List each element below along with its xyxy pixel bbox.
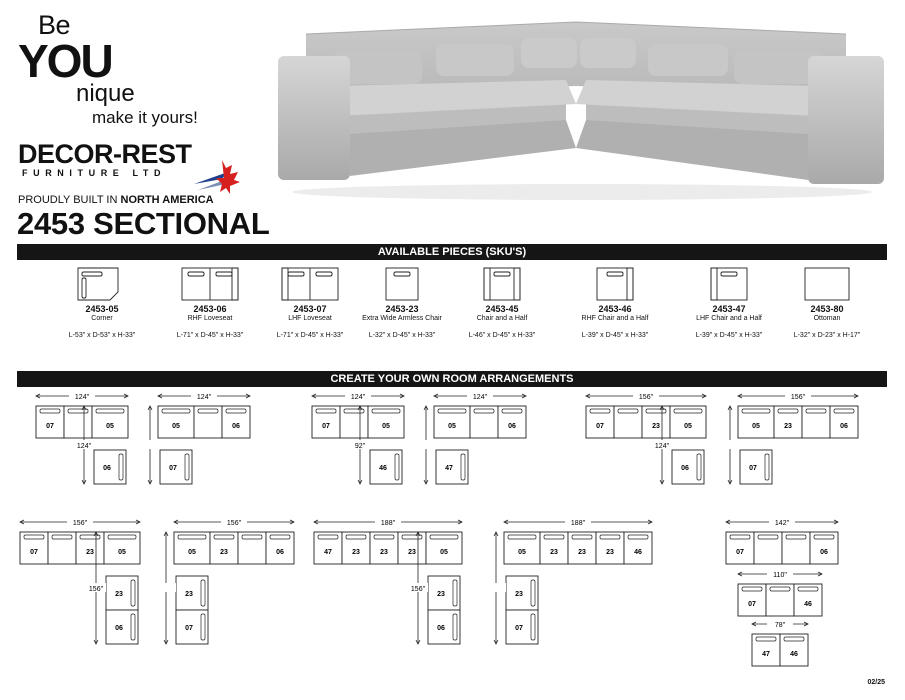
arrangement-4 — [434, 406, 526, 484]
svg-text:23: 23 — [437, 591, 445, 598]
svg-text:156": 156" — [410, 586, 426, 593]
dimension-line — [156, 532, 176, 644]
piece-dims: L-46" x D-45" x H-33" — [468, 332, 536, 339]
svg-text:23: 23 — [606, 549, 614, 556]
svg-text:188": 188" — [570, 520, 586, 527]
dimension-line — [416, 406, 436, 484]
piece-dims: L-53" x D-53" x H-33" — [68, 332, 136, 339]
pieces-header: AVAILABLE PIECES (SKU'S) — [17, 244, 887, 260]
dimension-line — [726, 517, 838, 527]
dimension-line — [174, 517, 294, 527]
svg-text:07: 07 — [185, 625, 193, 632]
svg-text:05: 05 — [172, 423, 180, 430]
arrangements-header: CREATE YOUR OWN ROOM ARRANGEMENTS — [17, 371, 887, 387]
brand-sub: FURNITURE LTD — [22, 168, 167, 178]
svg-text:23: 23 — [115, 591, 123, 598]
svg-text:23: 23 — [652, 423, 660, 430]
dimension-line — [314, 517, 462, 527]
chair-half-rhf-icon — [585, 266, 645, 302]
svg-text:07: 07 — [749, 465, 757, 472]
piece-name: Ottoman — [813, 315, 841, 322]
corner-icon — [72, 266, 132, 302]
arrangement-7 — [20, 532, 140, 644]
svg-text:06: 06 — [820, 549, 828, 556]
svg-text:23: 23 — [352, 549, 360, 556]
svg-text:06: 06 — [115, 625, 123, 632]
piece-sku: 2453-06 — [193, 304, 227, 314]
piece-sku: 2453-46 — [598, 304, 632, 314]
tagline-make: make it yours! — [92, 108, 198, 127]
svg-text:06: 06 — [276, 549, 284, 556]
piece-2453-46 — [565, 266, 665, 339]
svg-text:05: 05 — [382, 423, 390, 430]
arrangement-5 — [586, 406, 706, 484]
svg-text:07: 07 — [748, 601, 756, 608]
piece-sku: 2453-05 — [85, 304, 119, 314]
armless-icon — [372, 266, 432, 302]
piece-name: RHF Loveseat — [187, 315, 233, 322]
svg-text:156": 156" — [72, 520, 88, 527]
svg-text:47: 47 — [762, 651, 770, 658]
dimension-line — [312, 391, 404, 401]
svg-text:46: 46 — [804, 601, 812, 608]
svg-text:07: 07 — [596, 423, 604, 430]
piece-name: Corner — [91, 315, 113, 322]
ottoman-icon — [797, 266, 857, 302]
svg-text:47: 47 — [445, 465, 453, 472]
dimension-line — [20, 517, 140, 527]
svg-text:156": 156" — [790, 394, 806, 401]
arrangement-13 — [752, 634, 808, 666]
svg-text:23: 23 — [784, 423, 792, 430]
maple-leaf-icon — [192, 156, 242, 198]
svg-text:23: 23 — [550, 549, 558, 556]
svg-text:142": 142" — [774, 520, 790, 527]
arrangements-diagram — [0, 386, 905, 686]
piece-name: LHF Loveseat — [288, 315, 332, 322]
chair-half-icon — [472, 266, 532, 302]
piece-name: Chair and a Half — [476, 315, 528, 322]
piece-dims: L-32" x D-23" x H-17" — [793, 332, 861, 339]
svg-text:06: 06 — [437, 625, 445, 632]
svg-text:110": 110" — [773, 572, 787, 579]
svg-text:23: 23 — [578, 549, 586, 556]
arrangement-2 — [158, 406, 250, 484]
piece-dims: L-39" x D-45" x H-33" — [695, 332, 763, 339]
pieces-list — [0, 262, 905, 362]
svg-text:78": 78" — [774, 622, 786, 629]
piece-name: RHF Chair and a Half — [581, 315, 649, 322]
svg-text:05: 05 — [518, 549, 526, 556]
piece-name: LHF Chair and a Half — [696, 315, 762, 322]
piece-dims: L-32" x D-45" x H-33" — [368, 332, 436, 339]
dimension-line — [586, 391, 706, 401]
arrangement-6 — [738, 406, 858, 484]
tagline-be: Be — [38, 10, 71, 40]
arrangement-8 — [174, 532, 294, 644]
loveseat-rhf-icon — [180, 266, 240, 302]
loveseat-lhf-icon — [280, 266, 340, 302]
svg-text:05: 05 — [752, 423, 760, 430]
svg-text:124": 124" — [196, 394, 212, 401]
dimension-line — [158, 391, 250, 401]
svg-text:124": 124" — [76, 443, 92, 450]
piece-sku: 2453-47 — [712, 304, 746, 314]
dimension-line — [504, 517, 652, 527]
svg-text:07: 07 — [169, 465, 177, 472]
svg-text:07: 07 — [30, 549, 38, 556]
dimension-line — [752, 619, 808, 629]
svg-text:156": 156" — [226, 520, 242, 527]
brand-logo: DECOR-REST — [18, 139, 192, 169]
dimension-line — [738, 391, 858, 401]
svg-text:23: 23 — [220, 549, 228, 556]
svg-text:23: 23 — [86, 549, 94, 556]
svg-text:124": 124" — [350, 394, 366, 401]
svg-text:46: 46 — [790, 651, 798, 658]
svg-text:46: 46 — [379, 465, 387, 472]
svg-text:06: 06 — [103, 465, 111, 472]
arrangement-10 — [504, 532, 652, 644]
svg-text:05: 05 — [106, 423, 114, 430]
piece-2453-06 — [160, 266, 260, 339]
piece-sku: 2453-07 — [293, 304, 327, 314]
piece-2453-07 — [260, 266, 360, 339]
dimension-line — [738, 569, 822, 579]
piece-name: Extra Wide Armless Chair — [362, 315, 442, 322]
dimension-line — [720, 406, 740, 484]
dimension-line — [434, 391, 526, 401]
piece-2453-47 — [679, 266, 779, 339]
svg-text:124": 124" — [74, 394, 90, 401]
sectional-photo — [276, 16, 888, 202]
svg-text:06: 06 — [508, 423, 516, 430]
svg-text:05: 05 — [118, 549, 126, 556]
svg-text:92": 92" — [354, 443, 366, 450]
piece-2453-80 — [777, 266, 877, 339]
page-title: 2453 SECTIONAL — [17, 206, 270, 241]
dimension-line — [140, 406, 160, 484]
piece-dims: L-71" x D-45" x H-33" — [276, 332, 344, 339]
svg-text:23: 23 — [515, 591, 523, 598]
piece-2453-05 — [52, 266, 152, 339]
dimension-line — [486, 532, 506, 644]
arrangement-9 — [314, 532, 462, 644]
svg-text:06: 06 — [232, 423, 240, 430]
svg-text:124": 124" — [472, 394, 488, 401]
svg-text:06: 06 — [681, 465, 689, 472]
svg-text:07: 07 — [736, 549, 744, 556]
tagline-nique: nique — [76, 80, 135, 107]
svg-text:23: 23 — [380, 549, 388, 556]
svg-text:05: 05 — [448, 423, 456, 430]
arrangement-11 — [726, 532, 838, 564]
piece-2453-23 — [352, 266, 452, 339]
revision-date: 02/25 — [867, 679, 885, 686]
svg-text:188": 188" — [380, 520, 396, 527]
piece-sku: 2453-45 — [485, 304, 519, 314]
svg-text:07: 07 — [322, 423, 330, 430]
svg-text:07: 07 — [46, 423, 54, 430]
svg-text:46: 46 — [634, 549, 642, 556]
svg-text:06: 06 — [840, 423, 848, 430]
piece-sku: 2453-80 — [810, 304, 844, 314]
chair-half-lhf-icon — [699, 266, 759, 302]
svg-text:05: 05 — [188, 549, 196, 556]
piece-dims: L-39" x D-45" x H-33" — [581, 332, 649, 339]
piece-dims: L-71" x D-45" x H-33" — [176, 332, 244, 339]
svg-text:23: 23 — [185, 591, 193, 598]
arrangement-12 — [738, 584, 822, 616]
tagline-you: YOU — [18, 35, 112, 87]
svg-text:47: 47 — [324, 549, 332, 556]
origin-note: PROUDLY BUILT IN NORTH AMERICA — [18, 194, 214, 206]
svg-text:05: 05 — [440, 549, 448, 556]
svg-text:156": 156" — [88, 586, 104, 593]
svg-text:124": 124" — [654, 443, 670, 450]
svg-text:07: 07 — [515, 625, 523, 632]
piece-2453-45 — [452, 266, 552, 339]
svg-text:05: 05 — [684, 423, 692, 430]
svg-text:156": 156" — [638, 394, 654, 401]
piece-sku: 2453-23 — [385, 304, 419, 314]
svg-text:23: 23 — [408, 549, 416, 556]
dimension-line — [36, 391, 128, 401]
